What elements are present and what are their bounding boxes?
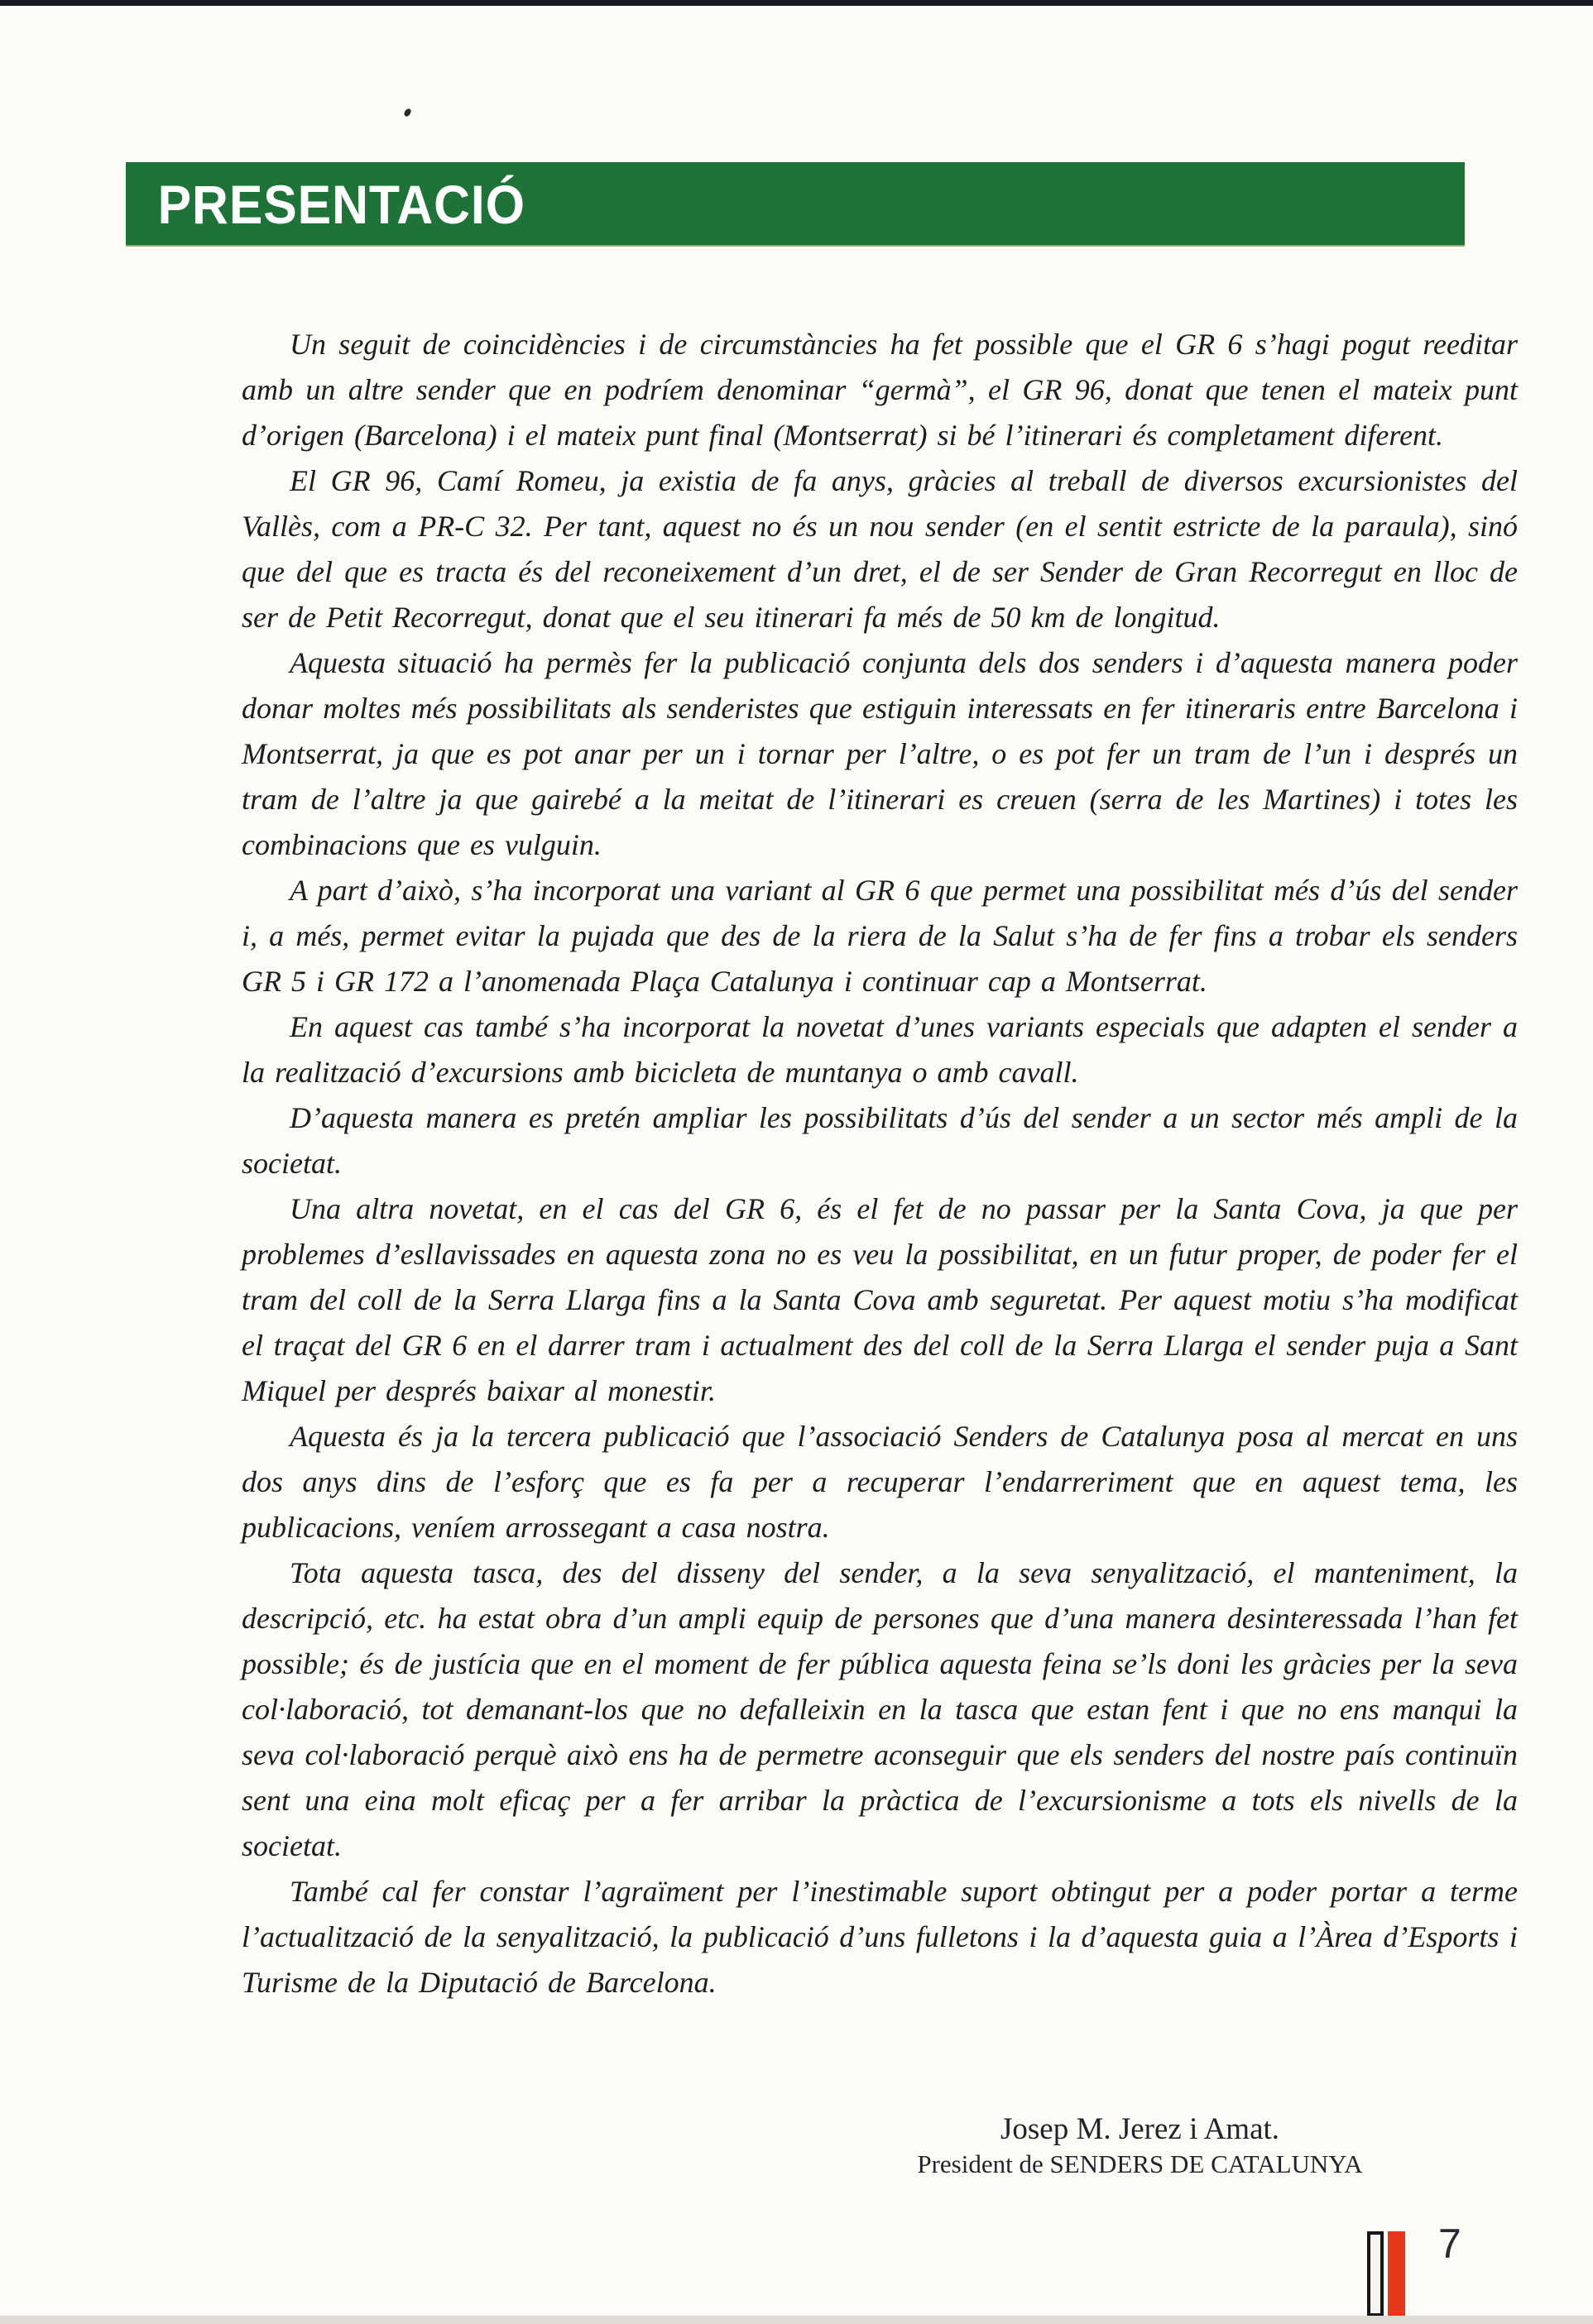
- paragraph: Una altra novetat, en el cas del GR 6, és el fet de no passar per la Santa Cova, ja que per problemes d’esllavissades en aquesta zona no es veu la possibilitat, en un futur proper, de poder fer el tram del coll de la Serra Llarga fins a la Santa Cova amb seguretat. Per aquest motiu s’ha modificat el traçat del GR 6 en el darrer tram i actualment des del coll de la Serra Llarga el sender puja a Sant Miquel per després baixar al monestir.: [242, 1192, 1518, 1407]
- paragraph: Aquesta situació ha permès fer la publicació conjunta dels dos senders i d’aquesta manera poder donar moltes més possibilitats als senderistes que estiguin interessats en fer itineraris entre Barcelona i Montserrat, ja que es pot anar per un i tornar per l’altre, o es pot fer un tram de l’un i després un tram de l’altre ja que gairebé a la meitat de l’itinerari es creuen (serra de les Martines) i totes les combinacions que es vulguin.: [242, 646, 1518, 861]
- paragraph: A part d’això, s’ha incorporat una variant al GR 6 que permet una possibilitat més d’ús del sender i, a més, permet evitar la pujada que des de la riera de la Salut s’ha de fer fins a trobar els senders GR 5 i GR 172 a l’anomenada Plaça Catalunya i continuar cap a Montserrat.: [242, 874, 1518, 998]
- signature-role: President de SENDERS DE CATALUNYA: [917, 2149, 1363, 2178]
- footer-red-bar: [1388, 2231, 1405, 2324]
- signature-block: [765, 2111, 1514, 2181]
- signature-name: Josep M. Jerez i Amat.: [1000, 2112, 1280, 2146]
- page-number: 7: [1438, 2221, 1461, 2267]
- section-banner: [126, 162, 1465, 247]
- scan-top-edge: [0, 0, 1593, 6]
- scan-bottom-edge: [0, 2316, 1593, 2324]
- paragraph: Tota aquesta tasca, des del disseny del sender, a la seva senyalització, el manteniment, la descripció, etc. ha estat obra d’un ampli equip de persones que d’una manera desinteressada l’han fet possible; és de justícia que en el moment de fer pública aquesta feina se’ls doni les gràcies per la seva col·laboració, tot demanant-los que no defalleixin en la tasca que estan fent i que no ens manqui la seva col·laboració perquè això ens ha de permetre aconseguir que els senders del nostre país continuïn sent una eina molt eficaç per a fer arribar la pràctica de l’excursionisme a tots els nivells de la societat.: [242, 1556, 1518, 1862]
- paragraph: Aquesta és ja la tercera publicació que l’associació Senders de Catalunya posa al mercat en uns dos anys dins de l’esforç que es fa per a recuperar l’endarreriment que en aquest tema, les publicacions, veníem arrossegant a casa nostra.: [242, 1420, 1518, 1544]
- paragraph: El GR 96, Camí Romeu, ja existia de fa anys, gràcies al treball de diversos excursionistes del Vallès, com a PR-C 32. Per tant, aquest no és un nou sender (en el sentit estricte de la paraula), sinó que del que es tracta és del reconeixement d’un dret, el de ser Sender de Gran Recorregut en lloc de ser de Petit Recorregut, donat que el seu itinerari fa més de 50 km de longitud.: [242, 464, 1518, 634]
- paragraph: També cal fer constar l’agraïment per l’inestimable suport obtingut per a poder portar a terme l’actualització de la senyalització, la publicació d’uns fulletons i la d’aquesta guia a l’Àrea d’Esports i Turisme de la Diputació de Barcelona.: [242, 1875, 1518, 1999]
- ink-speck: [403, 108, 411, 117]
- paragraph: Un seguit de coincidències i de circumstàncies ha fet possible que el GR 6 s’hagi pogut reeditar amb un altre sender que en podríem denominar “germà”, el GR 96, donat que tenen el mateix punt d’origen (Barcelona) i el mateix punt final (Montserrat) si bé l’itinerari és completament diferent.: [242, 328, 1518, 452]
- paragraph: En aquest cas també s’ha incorporat la novetat d’unes variants especials que adapten el sender a la realització d’excursions amb bicicleta de muntanya o amb cavall.: [242, 1010, 1518, 1089]
- body-text: [242, 322, 1518, 2005]
- paragraph: D’aquesta manera es pretén ampliar les possibilitats d’ús del sender a un sector més ampli de la societat.: [242, 1101, 1518, 1180]
- footer-white-bar: [1367, 2231, 1384, 2317]
- section-title: PRESENTACIÓ: [157, 174, 525, 235]
